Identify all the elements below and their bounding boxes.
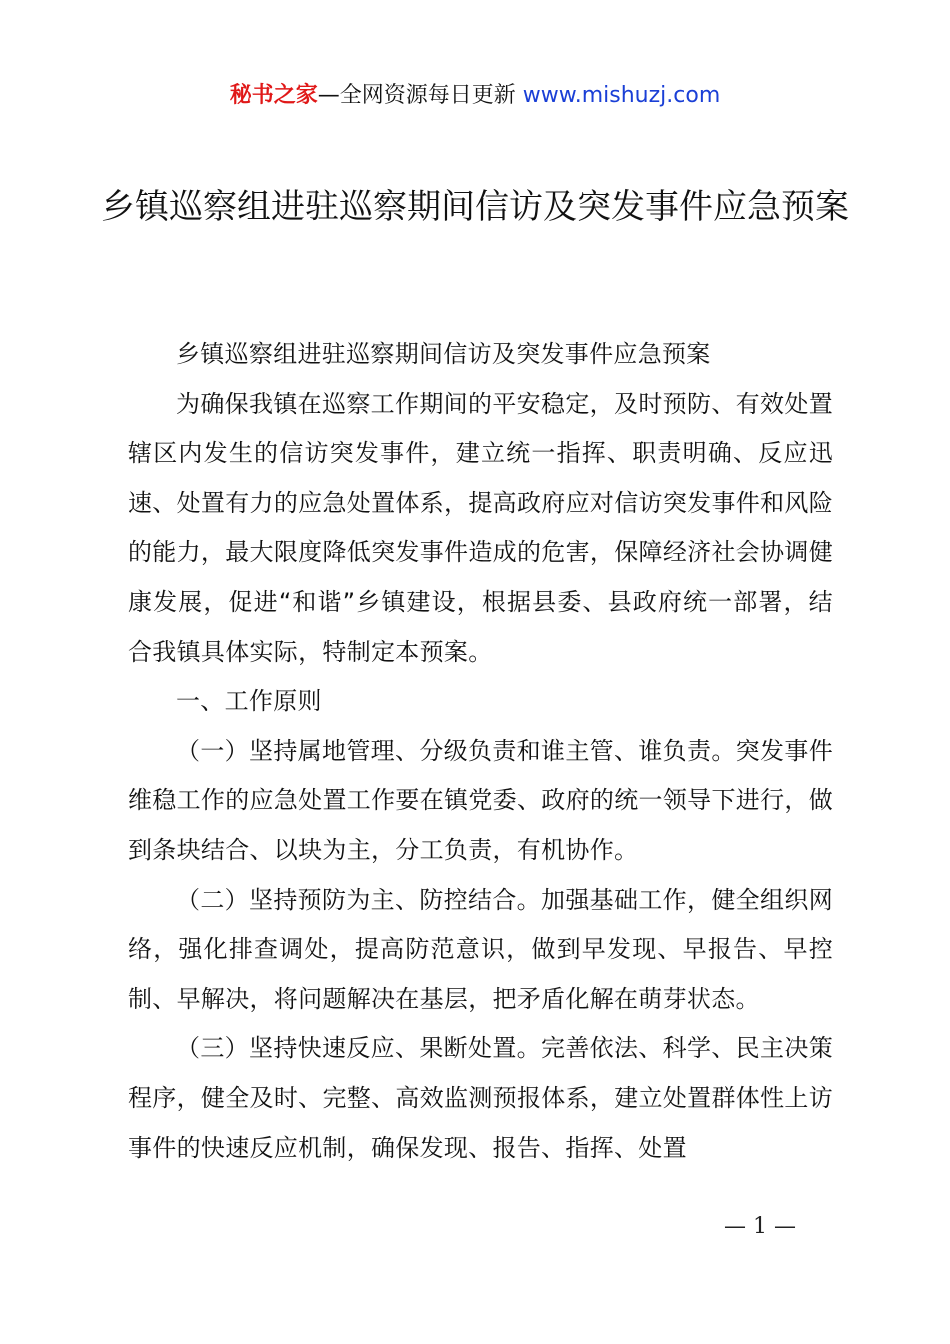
paragraph-principle-1: （一）坚持属地管理、分级负责和谁主管、谁负责。突发事件维稳工作的应急处置工作要在镇党委、政府的统一领导下进行，做到条块结合、以块为主，分工负责，有机协作。 [128,736,833,864]
paragraph-principle-2: （二）坚持预防为主、防控结合。加强基础工作，健全组织网络，强化排查调处，提高防范意识，做到早发现、早报告、早控制、早解决，将问题解决在基层，把矛盾化解在萌芽状态。 [128,885,833,1013]
document-body [128,330,833,1173]
paragraph-subtitle: 乡镇巡察组进驻巡察期间信访及突发事件应急预案 [176,340,711,368]
site-url-link[interactable]: www.mishuzj.com [522,83,721,108]
document-title: 乡镇巡察组进驻巡察期间信访及突发事件应急预案 [101,187,849,227]
brand-name: 秘书之家 [229,83,318,108]
section-heading: 一、工作原则 [176,687,322,716]
paragraph-principle-3: （三）坚持快速反应、果断处置。完善依法、科学、民主决策程序，健全及时、完整、高效监测预报体系，建立处置群体性上访事件的快速反应机制，确保发现、报告、指挥、处置 [128,1034,833,1162]
header-tagline: —全网资源每日更新 [317,83,523,108]
paragraph-intro: 为确保我镇在巡察工作期间的平安稳定，及时预防、有效处置辖区内发生的信访突发事件，建立统一指挥、职责明确、反应迅速、处置有力的应急处置体系，提高政府应对信访突发事件和风险的能力，最大限度降低突发事件造成的危害，保障经济社会协调健康发展，促进“和谐”乡镇建设，根据县委、县政府统一部署，结合我镇具体实际，特制定本预案。 [128,389,833,666]
page-number: — 1 — [724,1214,796,1239]
site-header [0,80,950,112]
